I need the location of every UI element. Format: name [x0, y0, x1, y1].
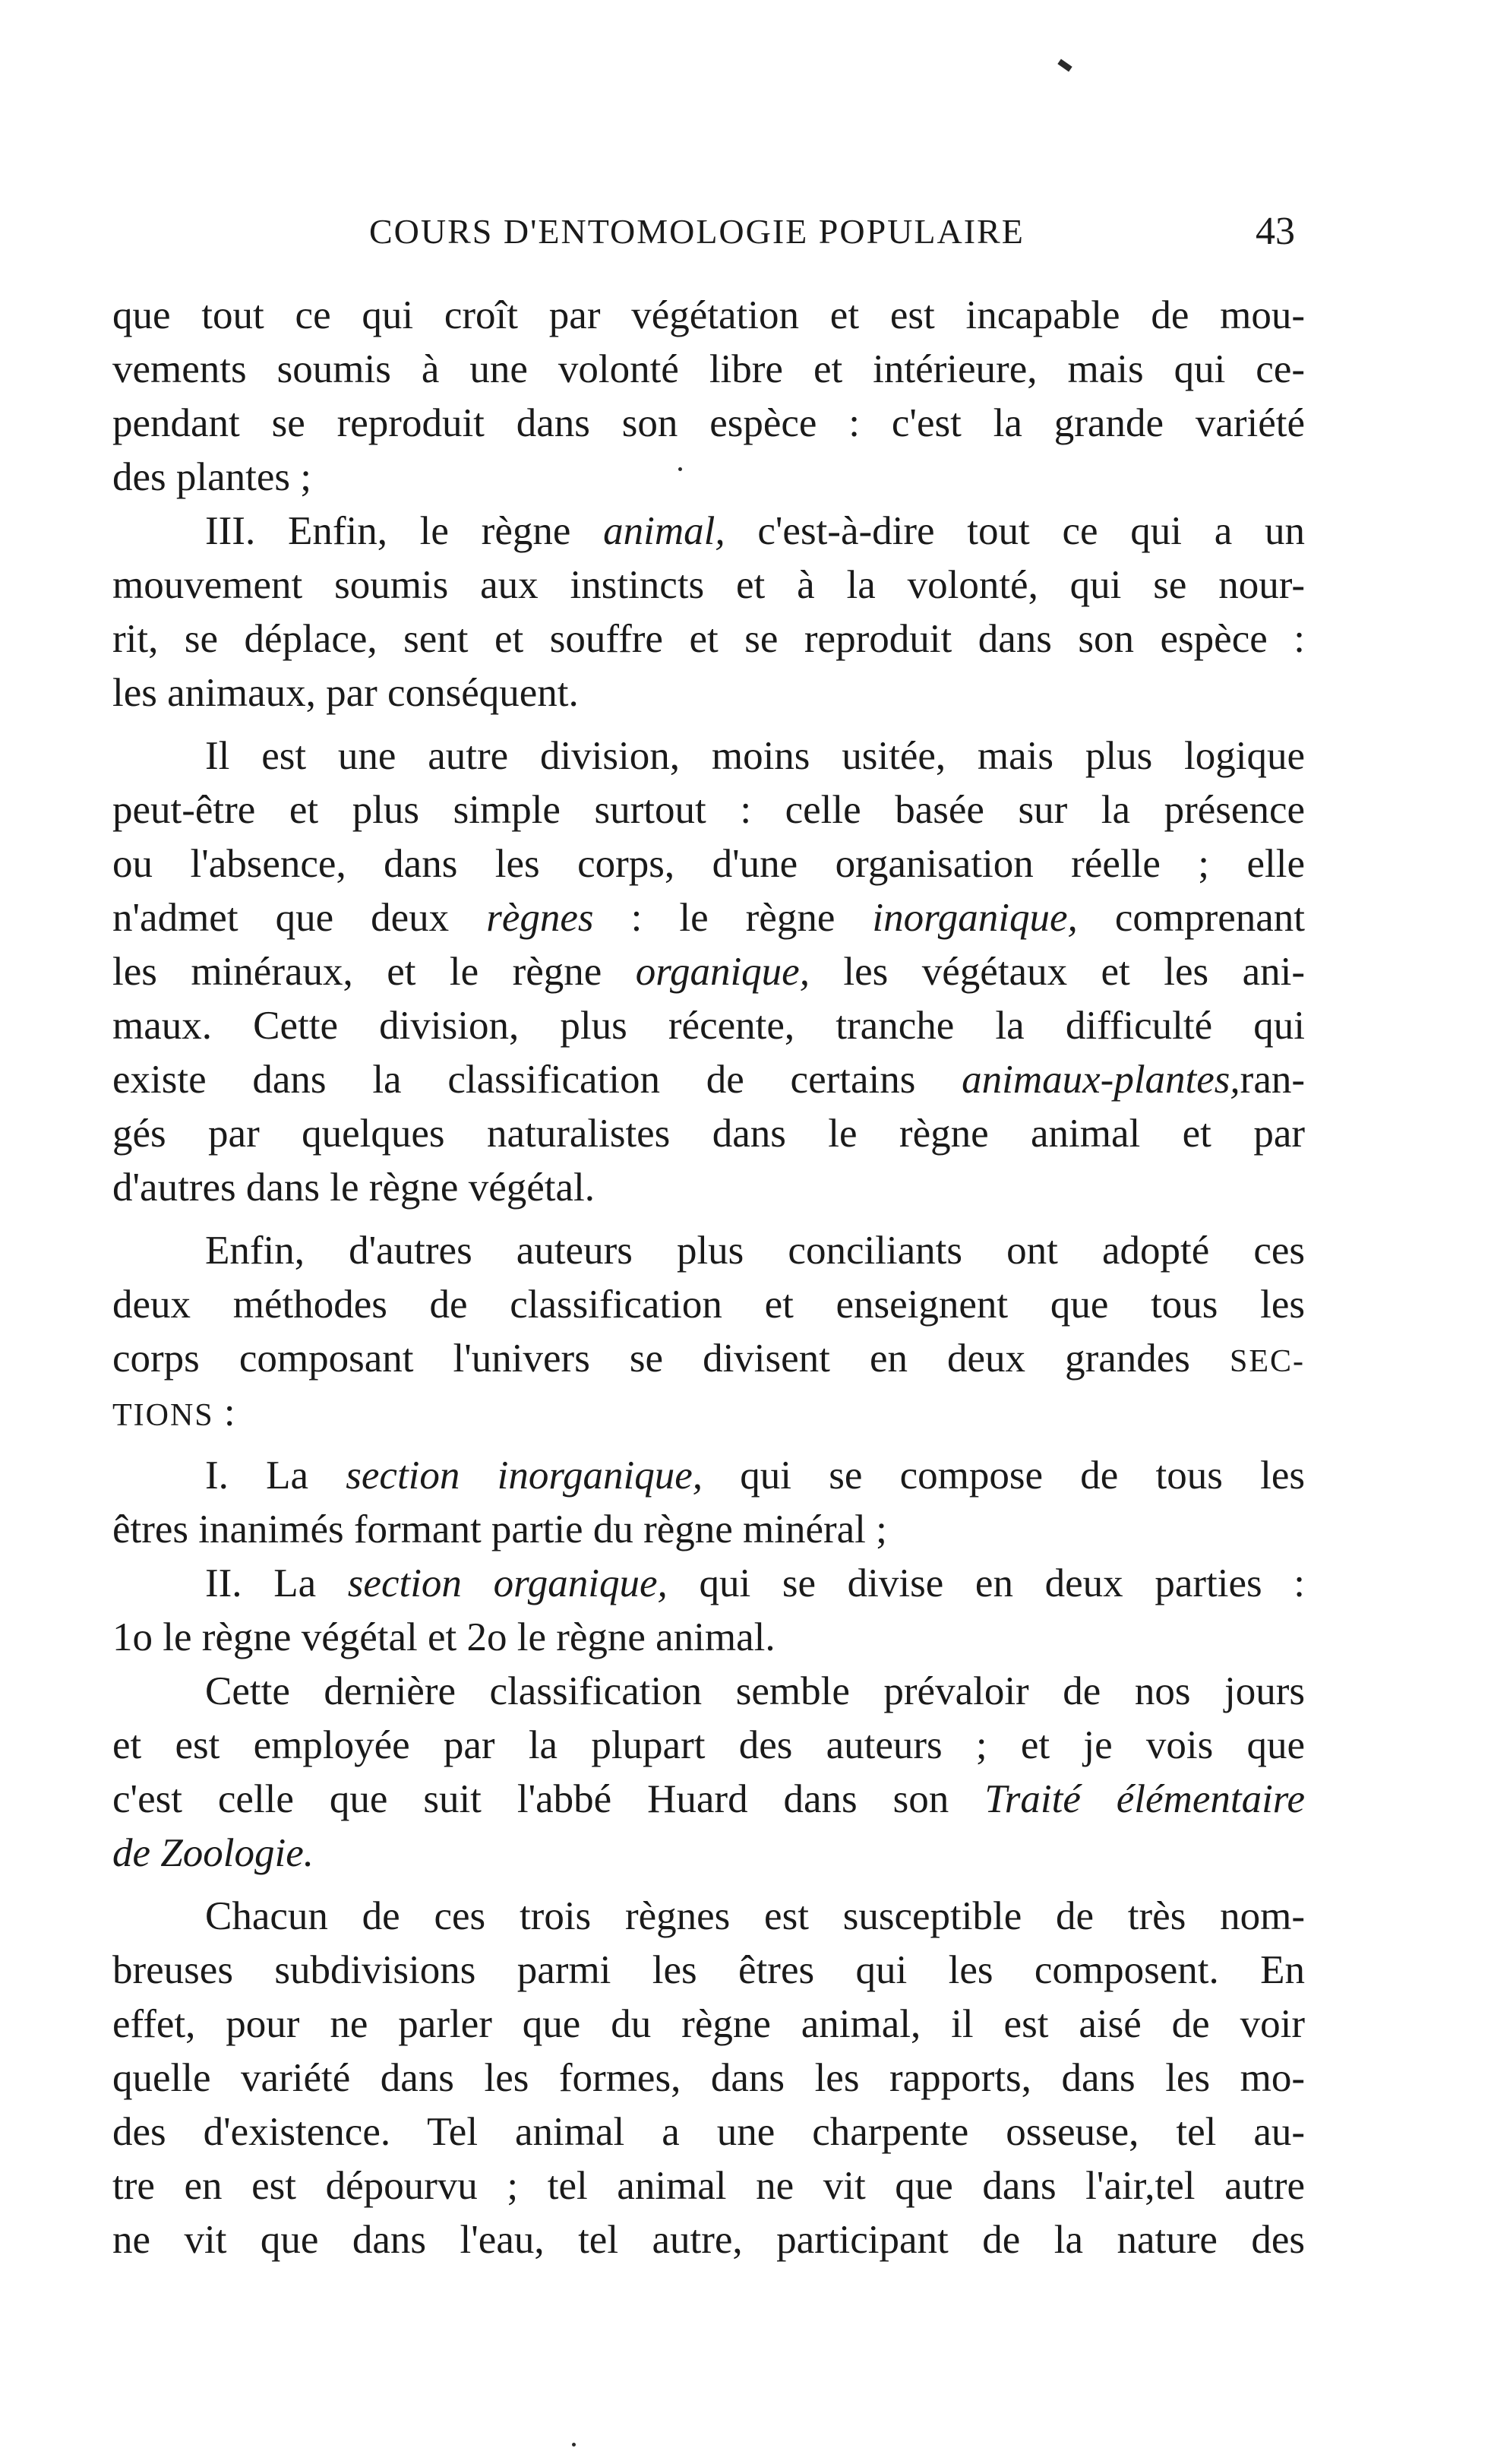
text-line: ne vit que dans l'eau, tel autre, participant de la nature des: [112, 2218, 1305, 2262]
text-run: II. La: [205, 1561, 348, 1605]
italic-term: section organique,: [347, 1561, 668, 1605]
text-line: Chacun de ces trois règnes est susceptible de très nom-: [205, 1894, 1305, 1938]
text-run: comprenant: [1077, 896, 1305, 940]
italic-term: de Zoologie.: [112, 1831, 314, 1875]
text-line: breuses subdivisions parmi les êtres qui les composent. En: [112, 1948, 1305, 1992]
text-line: des plantes ;: [112, 455, 311, 499]
italic-term: règnes: [486, 896, 594, 940]
text-run: les végétaux et les ani-: [809, 950, 1305, 994]
text-line: Cette dernière classification semble prévaloir de nos jours: [205, 1669, 1305, 1713]
text-line: et est employée par la plupart des auteurs ; et je vois que: [112, 1723, 1305, 1767]
text-run: I. La: [205, 1453, 346, 1498]
text-line: maux. Cette division, plus récente, tranche la difficulté qui: [112, 1004, 1305, 1048]
italic-term: animal,: [603, 509, 725, 553]
running-title: COURS D'ENTOMOLOGIE POPULAIRE: [369, 212, 1025, 251]
text-line: [112, 1386, 1305, 1440]
text-line: Enfin, d'autres auteurs plus conciliants ont adopté ces: [205, 1229, 1305, 1273]
text-run: n'admet que deux: [112, 896, 487, 940]
small-caps-term: TIONS: [112, 1398, 214, 1433]
text-run: c'est celle que suit l'abbé Huard dans son: [112, 1777, 985, 1821]
text-run: ran-: [1240, 1058, 1305, 1102]
text-line: [112, 945, 1305, 999]
text-line: 1o le règne végétal et 2o le règne animal.: [112, 1615, 776, 1659]
text-line: ou l'absence, dans les corps, d'une organisation réelle ; elle: [112, 842, 1305, 886]
text-line: des d'existence. Tel animal a une charpente osseuse, tel au-: [112, 2110, 1305, 2154]
text-line: [112, 891, 1305, 945]
text-line: [112, 1332, 1305, 1386]
italic-term: organique,: [635, 950, 810, 994]
text-run: qui se compose de tous les: [703, 1453, 1305, 1498]
text-line: vements soumis à une volonté libre et intérieure, mais qui ce-: [112, 347, 1305, 391]
page-number: 43: [1256, 210, 1295, 253]
running-header: [114, 209, 1295, 255]
text-run: III. Enfin, le règne: [205, 509, 604, 553]
text-run: : le règne: [593, 896, 873, 940]
text-line: effet, pour ne parler que du règne animal, il est aisé de voir: [112, 2002, 1305, 2046]
text-run: qui se divise en deux parties :: [667, 1561, 1305, 1605]
text-line: peut-être et plus simple surtout : celle basée sur la présence: [112, 788, 1305, 832]
text-run: existe dans la classification de certains: [112, 1058, 962, 1102]
ink-speck: [572, 2443, 576, 2447]
text-run: corps composant l'univers se divisent en deux grandes: [112, 1336, 1230, 1381]
ink-speck: [1057, 59, 1072, 72]
text-line: [112, 1773, 1305, 1827]
italic-term: section inorganique,: [346, 1453, 703, 1498]
text-line: [112, 1053, 1305, 1107]
text-line: rit, se déplace, sent et souffre et se reproduit dans son espèce :: [112, 617, 1305, 661]
text-line: gés par quelques naturalistes dans le règne animal et par: [112, 1112, 1305, 1156]
text-line: [112, 1827, 1305, 1880]
italic-term: inorganique,: [872, 896, 1078, 940]
text-line: tre en est dépourvu ; tel animal ne vit que dans l'air,tel autre: [112, 2164, 1305, 2208]
text-line: deux méthodes de classification et enseignent que tous les: [112, 1283, 1305, 1327]
text-run: les minéraux, et le règne: [112, 950, 636, 994]
text-line: que tout ce qui croît par végétation et est incapable de mou-: [112, 293, 1305, 337]
text-line: pendant se reproduit dans son espèce : c'est la grande variété: [112, 401, 1305, 445]
text-line: [112, 1449, 1305, 1503]
text-line: Il est une autre division, moins usitée, mais plus logique: [205, 734, 1305, 778]
body-text: [112, 289, 1305, 2267]
italic-term: animaux-plantes,: [962, 1058, 1240, 1102]
text-line: d'autres dans le règne végétal.: [112, 1166, 595, 1210]
text-run: c'est-à-dire tout ce qui a un: [725, 509, 1305, 553]
text-line: êtres inanimés formant partie du règne minéral ;: [112, 1507, 887, 1551]
italic-term: Traité élémentaire: [984, 1777, 1305, 1821]
text-line: mouvement soumis aux instincts et à la volonté, qui se nour-: [112, 563, 1305, 607]
text-line: [112, 1557, 1305, 1611]
text-line: quelle variété dans les formes, dans les rapports, dans les mo-: [112, 2056, 1305, 2100]
text-run: :: [213, 1390, 235, 1434]
text-line: [112, 505, 1305, 558]
text-line: les animaux, par conséquent.: [112, 671, 579, 715]
small-caps-term: SEC-: [1229, 1344, 1305, 1379]
